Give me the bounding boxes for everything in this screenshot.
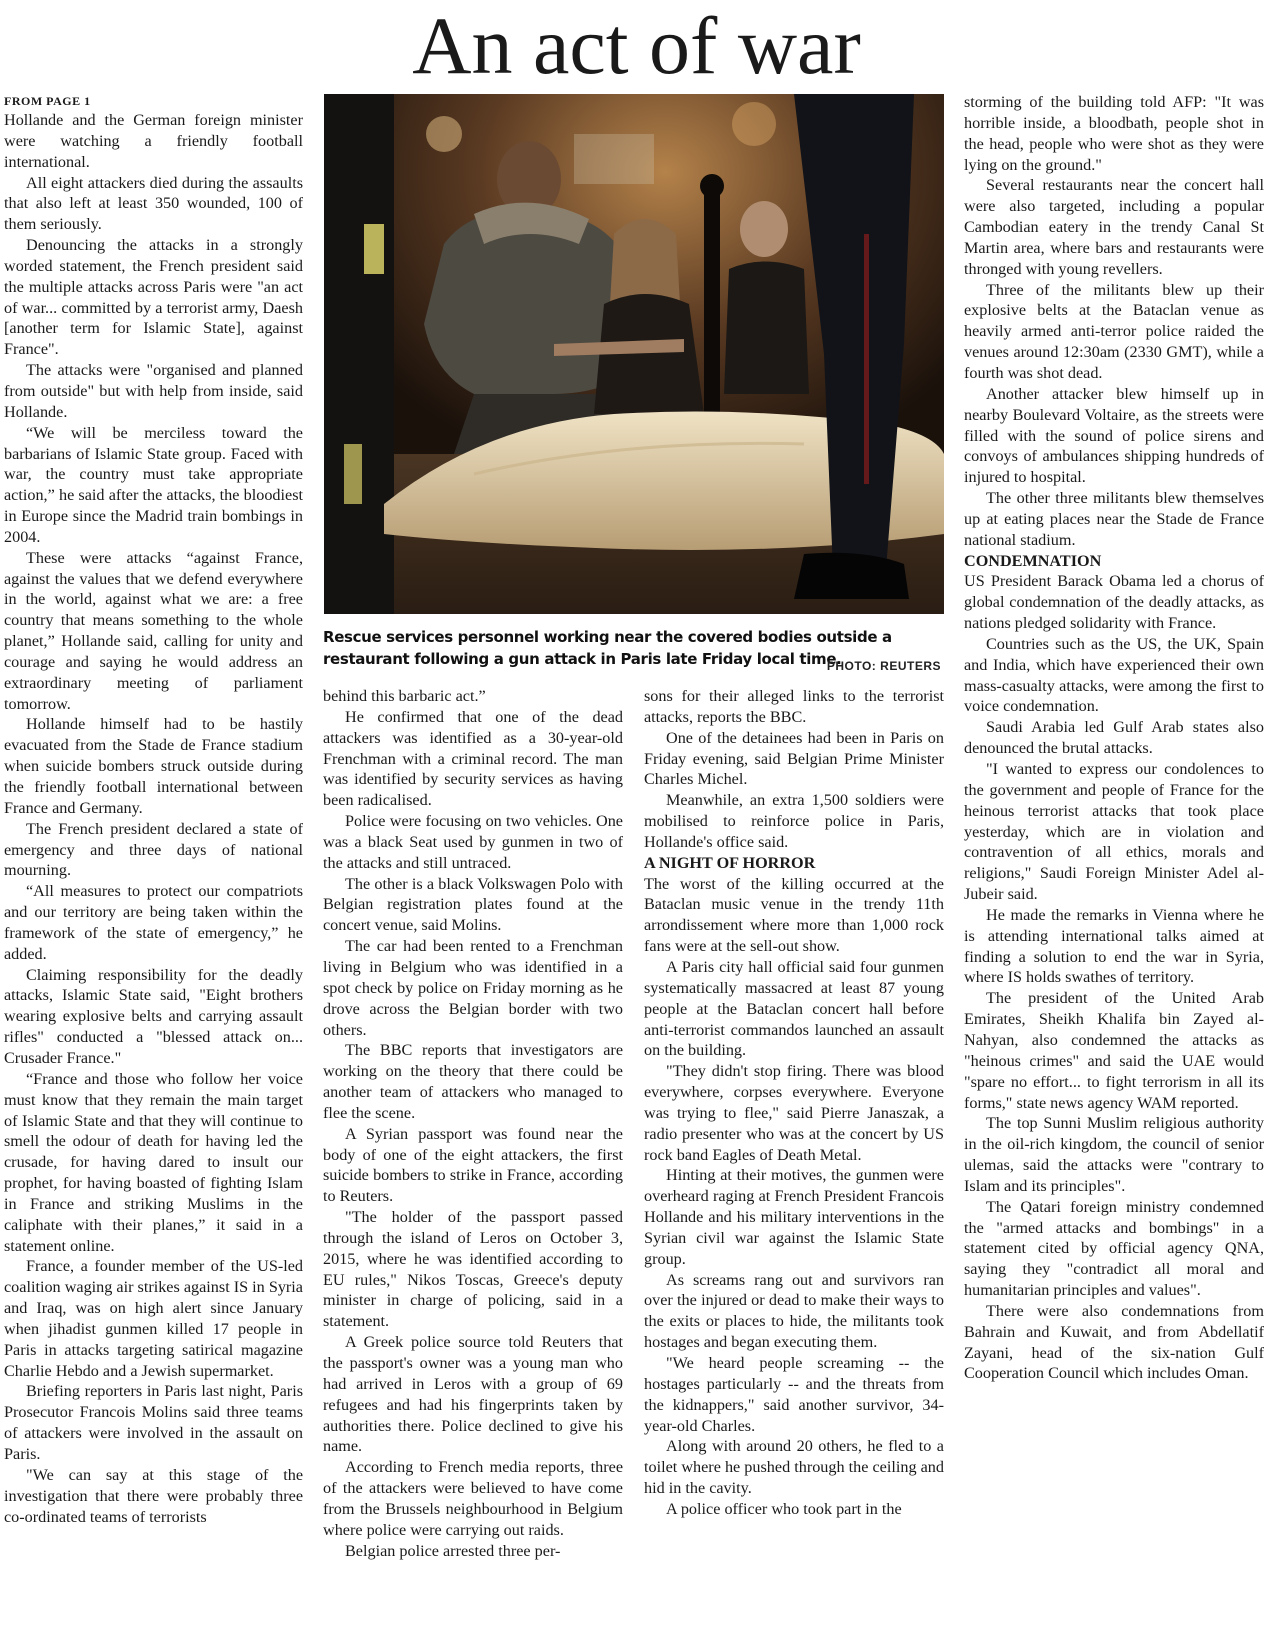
article-paragraph: "We can say at this stage of the investigation that there were probably three co-ordinated teams of terrorists	[4, 1465, 303, 1526]
article-paragraph: Briefing reporters in Paris last night, Paris Prosecutor Francois Molins said three teams of attackers were involved in the assault on Paris.	[4, 1382, 303, 1463]
article-paragraph: Police were focusing on two vehicles. One was a black Seat used by gunmen in two of the attacks and still untraced.	[323, 812, 623, 872]
article-paragraph: As screams rang out and survivors ran over the injured or dead to make their ways to the exits or places to hide, the militants took hostages and began executing them.	[644, 1270, 944, 1352]
article-paragraph: Hinting at their motives, the gunmen were overheard raging at French President Francois Hollande and his military interventions in the Syrian civil war against the Islamic State group.	[644, 1166, 944, 1268]
column-3-paragraphs-top	[644, 686, 944, 853]
article-paragraph: The other three militants blew themselves up at eating places near the Stade de France national stadium.	[964, 489, 1264, 549]
article-paragraph: A Syrian passport was found near the body of one of the eight attackers, the first suicide bombers to strike in France, according to Reuters.	[323, 1124, 623, 1206]
photo-credit-label: PHOTO:	[826, 659, 877, 673]
article-column-3	[644, 686, 944, 1638]
column-1-paragraphs	[4, 110, 303, 1527]
article-paragraph: Along with around 20 others, he fled to a toilet where he pushed through the ceiling and hid in the cavity.	[644, 1437, 944, 1498]
article-paragraph: The BBC reports that investigators are working on the theory that there could be another team of attackers who managed to flee the scene.	[323, 1041, 623, 1122]
news-photo	[324, 94, 944, 614]
article-paragraph: Meanwhile, an extra 1,500 soldiers were mobilised to reinforce police in Paris, Hollande's office said.	[644, 791, 944, 851]
article-paragraph: One of the detainees had been in Paris on Friday evening, said Belgian Prime Minister Charles Michel.	[644, 728, 944, 789]
column-3-paragraphs-bottom	[644, 874, 944, 1520]
article-paragraph: There were also condemnations from Bahrain and Kuwait, and from Abdellatif Zayani, head of the six-nation Gulf Cooperation Council which includes Oman.	[964, 1301, 1264, 1383]
article-paragraph: The president of the United Arab Emirates, Sheikh Khalifa bin Zayed al-Nahyan, also condemned the attacks as "heinous crimes" and said the UAE would "spare no effort... to fight terrorism in all its forms," state news agency WAM reported.	[964, 989, 1264, 1112]
article-paragraph: Denouncing the attacks in a strongly worded statement, the French president said the multiple attacks across Paris were "an act of war... committed by a terrorist army, Daesh [another term for Islamic State], against France".	[4, 236, 303, 359]
article-paragraph: “We will be merciless toward the barbarians of Islamic State group. Faced with war, the country must take appropriate action,” he said after the attacks, the bloodiest in Europe since the Madrid train bombings in 2004.	[4, 423, 303, 546]
article-column-4	[964, 92, 1264, 1638]
article-paragraph: US President Barack Obama led a chorus of global condemnation of the deadly attacks, as nations pledged solidarity with France.	[964, 572, 1264, 633]
article-paragraph: The French president declared a state of emergency and three days of national mourning.	[4, 819, 303, 880]
photo-credit	[827, 659, 941, 673]
article-paragraph: Another attacker blew himself up in nearby Boulevard Voltaire, as the streets were filled with the sound of police sirens and convoys of ambulances shipping hundreds of injured to hospital.	[964, 384, 1264, 487]
article-paragraph: A Greek police source told Reuters that the passport's owner was a young man who had arrived in Leros with a group of 69 refugees and had his fingerprints taken by authorities there. Police declined to give his name.	[323, 1333, 623, 1456]
rescue-scene-illustration	[324, 94, 944, 614]
article-column-1	[4, 92, 303, 1638]
article-paragraph: "The holder of the passport passed through the island of Leros on October 3, 2015, where he was identified according to EU rules," Nikos Toscas, Greece's deputy minister in charge of policing, said in a statement.	[323, 1208, 623, 1331]
article-paragraph: sons for their alleged links to the terrorist attacks, reports the BBC.	[644, 687, 944, 726]
article-paragraph: Claiming responsibility for the deadly attacks, Islamic State said, "Eight brothers wearing explosive belts and carrying assault rifles" conducted a "blessed attack on... Crusader France."	[4, 965, 303, 1067]
caption-text: Rescue services personnel working near the covered bodies outside a restaurant following a gun attack in Paris late Friday local time.	[323, 628, 892, 668]
article-paragraph: A Paris city hall official said four gunmen systematically massacred at least 87 young people at the Bataclan concert hall before anti-terrorist commandos launched an assault on the building.	[644, 957, 944, 1060]
photo-credit-source: REUTERS	[880, 659, 941, 673]
article-paragraph: The other is a black Volkswagen Polo with Belgian registration plates found at the concert venue, said Molins.	[323, 874, 623, 935]
column-4-paragraphs-top	[964, 92, 1264, 551]
article-paragraph: The top Sunni Muslim religious authority in the oil-rich kingdom, the council of senior ulemas, said the attacks were "contrary to Islam and its principles".	[964, 1114, 1264, 1195]
article-paragraph: "They didn't stop firing. There was blood everywhere, corpses everywhere. Everyone was trying to flee," said Pierre Janaszak, a radio presenter who was at the concert by US rock band Eagles of Death Metal.	[644, 1062, 944, 1164]
article-paragraph: "We heard people screaming -- the hostages particularly -- and the threats from the kidnappers," said another survivor, 34-year-old Charles.	[644, 1354, 944, 1435]
article-paragraph: A police officer who took part in the	[666, 1499, 902, 1518]
article-paragraph: Hollande and the German foreign minister were watching a friendly football international.	[4, 111, 303, 171]
article-paragraph: The car had been rented to a Frenchman living in Belgium who was identified in a spot check by police on Friday morning as he drove across the Belgian border with two others.	[323, 937, 623, 1039]
column-4-paragraphs-bottom	[964, 571, 1264, 1384]
article-paragraph: The worst of the killing occurred at the Bataclan music venue in the trendy 11th arrondissement where more than 1,000 rock fans were at the sell-out show.	[644, 874, 944, 956]
article-paragraph: “France and those who follow her voice must know that they remain the main target of Islamic State and that they will continue to smell the odour of death for having led the crusade, for having dared to insult our prophet, for having boasted of fighting Islam in France and striking Muslims in the caliphate with their planes,” it said in a statement online.	[4, 1069, 303, 1255]
article-paragraph: Saudi Arabia led Gulf Arab states also denounced the brutal attacks.	[964, 718, 1264, 758]
article-paragraph: All eight attackers died during the assaults that also left at least 350 wounded, 100 of them seriously.	[4, 173, 303, 234]
article-paragraph: “All measures to protect our compatriots and our territory are being taken within the framework of the state of emergency,” he added.	[4, 882, 303, 963]
headline: An act of war	[412, 0, 861, 91]
article-paragraph: behind this barbaric act.”	[323, 687, 486, 705]
article-paragraph: He made the remarks in Vienna where he is attending international talks aimed at finding a solution to end the war in Syria, where IS holds swathes of territory.	[964, 905, 1264, 987]
article-paragraph: Three of the militants blew up their explosive belts at the Bataclan venue as heavily armed anti-terror police raided the venues around 12:30am (2330 GMT), while a fourth was shot dead.	[964, 280, 1264, 382]
photo-caption	[323, 626, 945, 678]
article-paragraph: The attacks were "organised and planned from outside" but with help from inside, said Hollande.	[4, 361, 303, 421]
article-paragraph: Countries such as the US, the UK, Spain and India, which have experienced their own mass-casualty attacks, were among the first to voice condemnation.	[964, 634, 1264, 716]
article-column-2	[323, 686, 623, 1638]
article-paragraph: These were attacks “against France, against the values that we defend everywhere in the world, against what we are: a free country that means something to the whole planet,” Hollande said, calling for unity and courage and saying he would address an extraordinary meeting of parliament tomorrow.	[4, 548, 303, 713]
subheading-night-of-horror: A NIGHT OF HORROR	[644, 853, 816, 872]
subheading-condemnation: CONDEMNATION	[964, 551, 1102, 570]
continued-from-kicker: FROM PAGE 1	[4, 94, 91, 108]
article-paragraph: The Qatari foreign ministry condemned the "armed attacks and bombings" in a statement cited by official agency QNA, saying they "contradict all moral and humanitarian principles and values".	[964, 1197, 1264, 1300]
article-paragraph: storming of the building told AFP: "It was horrible inside, a bloodbath, people shot in the head, people who were shot as they were lying on the ground."	[964, 93, 1264, 174]
article-paragraph: France, a founder member of the US-led coalition waging air strikes against IS in Syria and Iraq, was on high alert since January when jihadist gunmen killed 17 people in Paris in attacks targeting satirical magazine Charlie Hebdo and a Jewish supermarket.	[4, 1257, 303, 1380]
article-paragraph: "I wanted to express our condolences to the government and people of France for the heinous terrorist attacks that took place yesterday, which are in violation and contravention of all ethics, morals and religions," Saudi Foreign Minister Adel al-Jubeir said.	[964, 760, 1264, 904]
column-2-paragraphs	[323, 686, 623, 1561]
article-paragraph: He confirmed that one of the dead attackers was identified as a 30-year-old Frenchman with a criminal record. The man was identified by security services as having been radicalised.	[323, 707, 623, 810]
article-paragraph: Several restaurants near the concert hall were also targeted, including a popular Cambodian eatery in the trendy Canal St Martin area, where bars and restaurants were thronged with young revellers.	[964, 176, 1264, 278]
article-paragraph: Hollande himself had to be hastily evacuated from the Stade de France stadium when suicide bombers struck outside during the friendly football international between France and Germany.	[4, 715, 303, 817]
article-paragraph: Belgian police arrested three per-	[345, 1541, 561, 1560]
article-paragraph: According to French media reports, three of the attackers were believed to have come from the Brussels neighbourhood in Belgium where police were carrying out raids.	[323, 1458, 623, 1539]
